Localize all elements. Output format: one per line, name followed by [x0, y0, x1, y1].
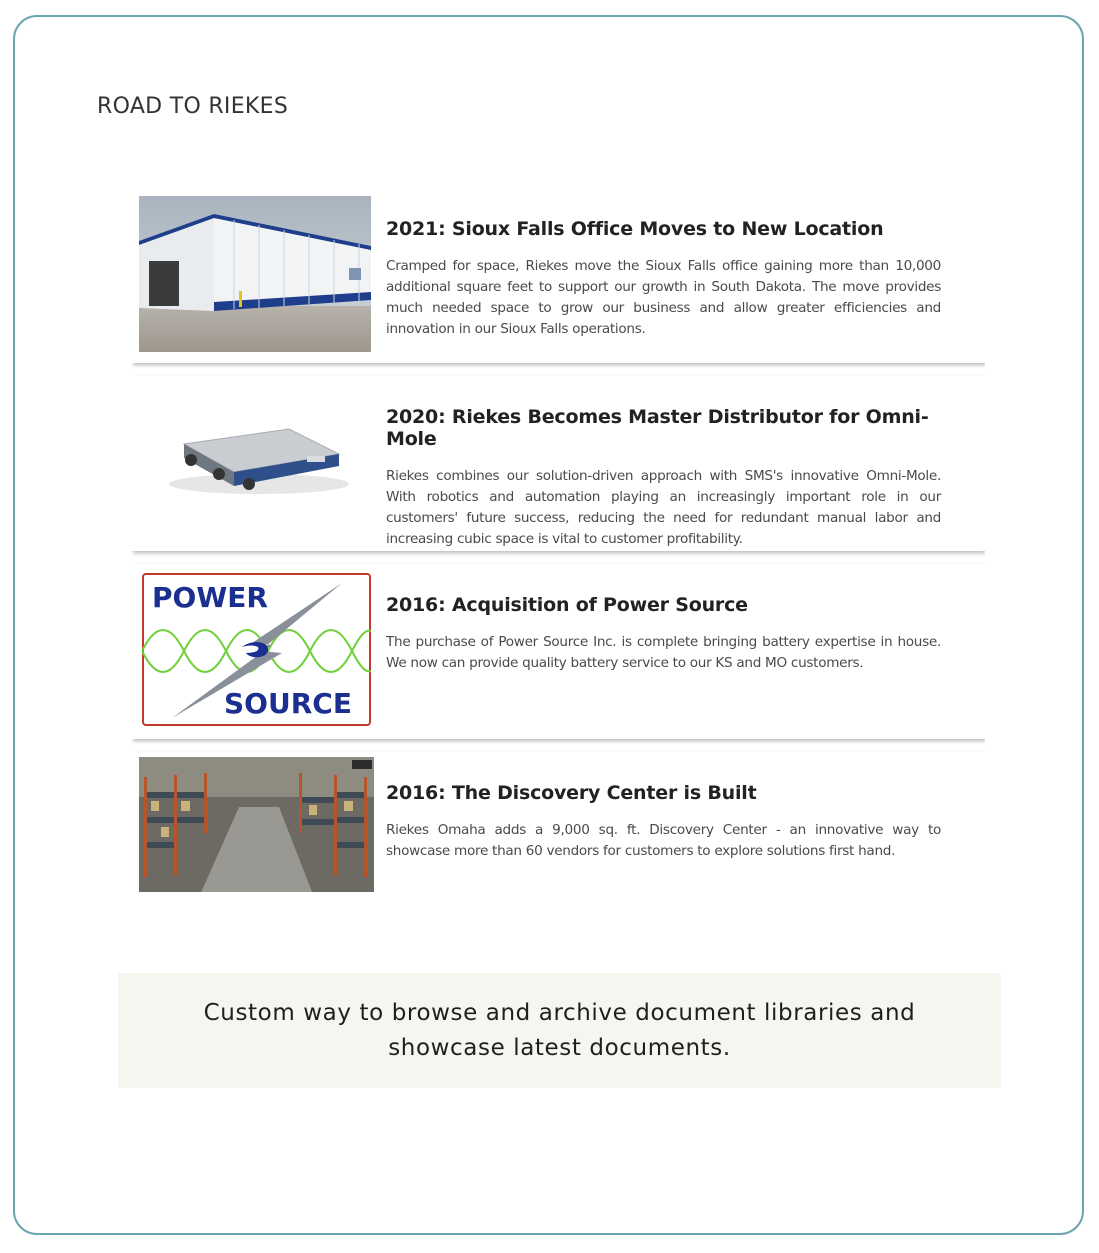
caption-line-2: showcase latest documents. [388, 1034, 731, 1061]
timeline-card[interactable] [132, 752, 985, 892]
timeline-card-title[interactable]: 2021: Sioux Falls Office Moves to New Location [386, 218, 884, 240]
feature-caption [118, 973, 1001, 1088]
timeline-card[interactable] [132, 188, 985, 363]
power-source-logo [142, 573, 371, 726]
timeline-card[interactable] [132, 564, 985, 739]
timeline-card-title[interactable]: 2016: Acquisition of Power Source [386, 594, 748, 616]
timeline-card-text: The purchase of Power Source Inc. is complete bringing battery expertise in house. We now can provide quality battery service to our KS and MO customers. [386, 634, 941, 671]
omni-mole-robot-photo [139, 384, 371, 540]
timeline-card-text: Riekes combines our solution-driven approach with SMS's innovative Omni-Mole. With robotics and automation playing an increasingly important role in our customers' future success, reducing the need for redundant manual labor and increasing cubic space is vital to customer profitability. [386, 468, 941, 547]
logo-text-bottom: SOURCE [224, 687, 352, 720]
timeline-list[interactable] [132, 188, 985, 892]
timeline-card-title[interactable]: 2016: The Discovery Center is Built [386, 782, 757, 804]
timeline-card-text: Riekes Omaha adds a 9,000 sq. ft. Discovery Center - an innovative way to showcase more than 60 vendors for customers to explore solutions first hand. [386, 822, 941, 859]
logo-text-top: POWER [152, 581, 268, 614]
section-title: ROAD TO RIEKES [97, 94, 289, 119]
timeline-card-text: Cramped for space, Riekes move the Sioux Falls office gaining more than 10,000 additional square feet to support our growth in South Dakota. The move provides much needed space to grow our business and allow greater efficiencies and innovation in our Sioux Falls operations. [386, 258, 941, 337]
warehouse-building-photo [139, 196, 371, 352]
timeline-card[interactable] [132, 376, 985, 551]
timeline-card-title[interactable]: 2020: Riekes Becomes Master Distributor for Omni-Mole [386, 406, 929, 450]
discovery-center-photo [139, 757, 374, 892]
caption-line-1: Custom way to browse and archive document libraries and [203, 999, 916, 1026]
